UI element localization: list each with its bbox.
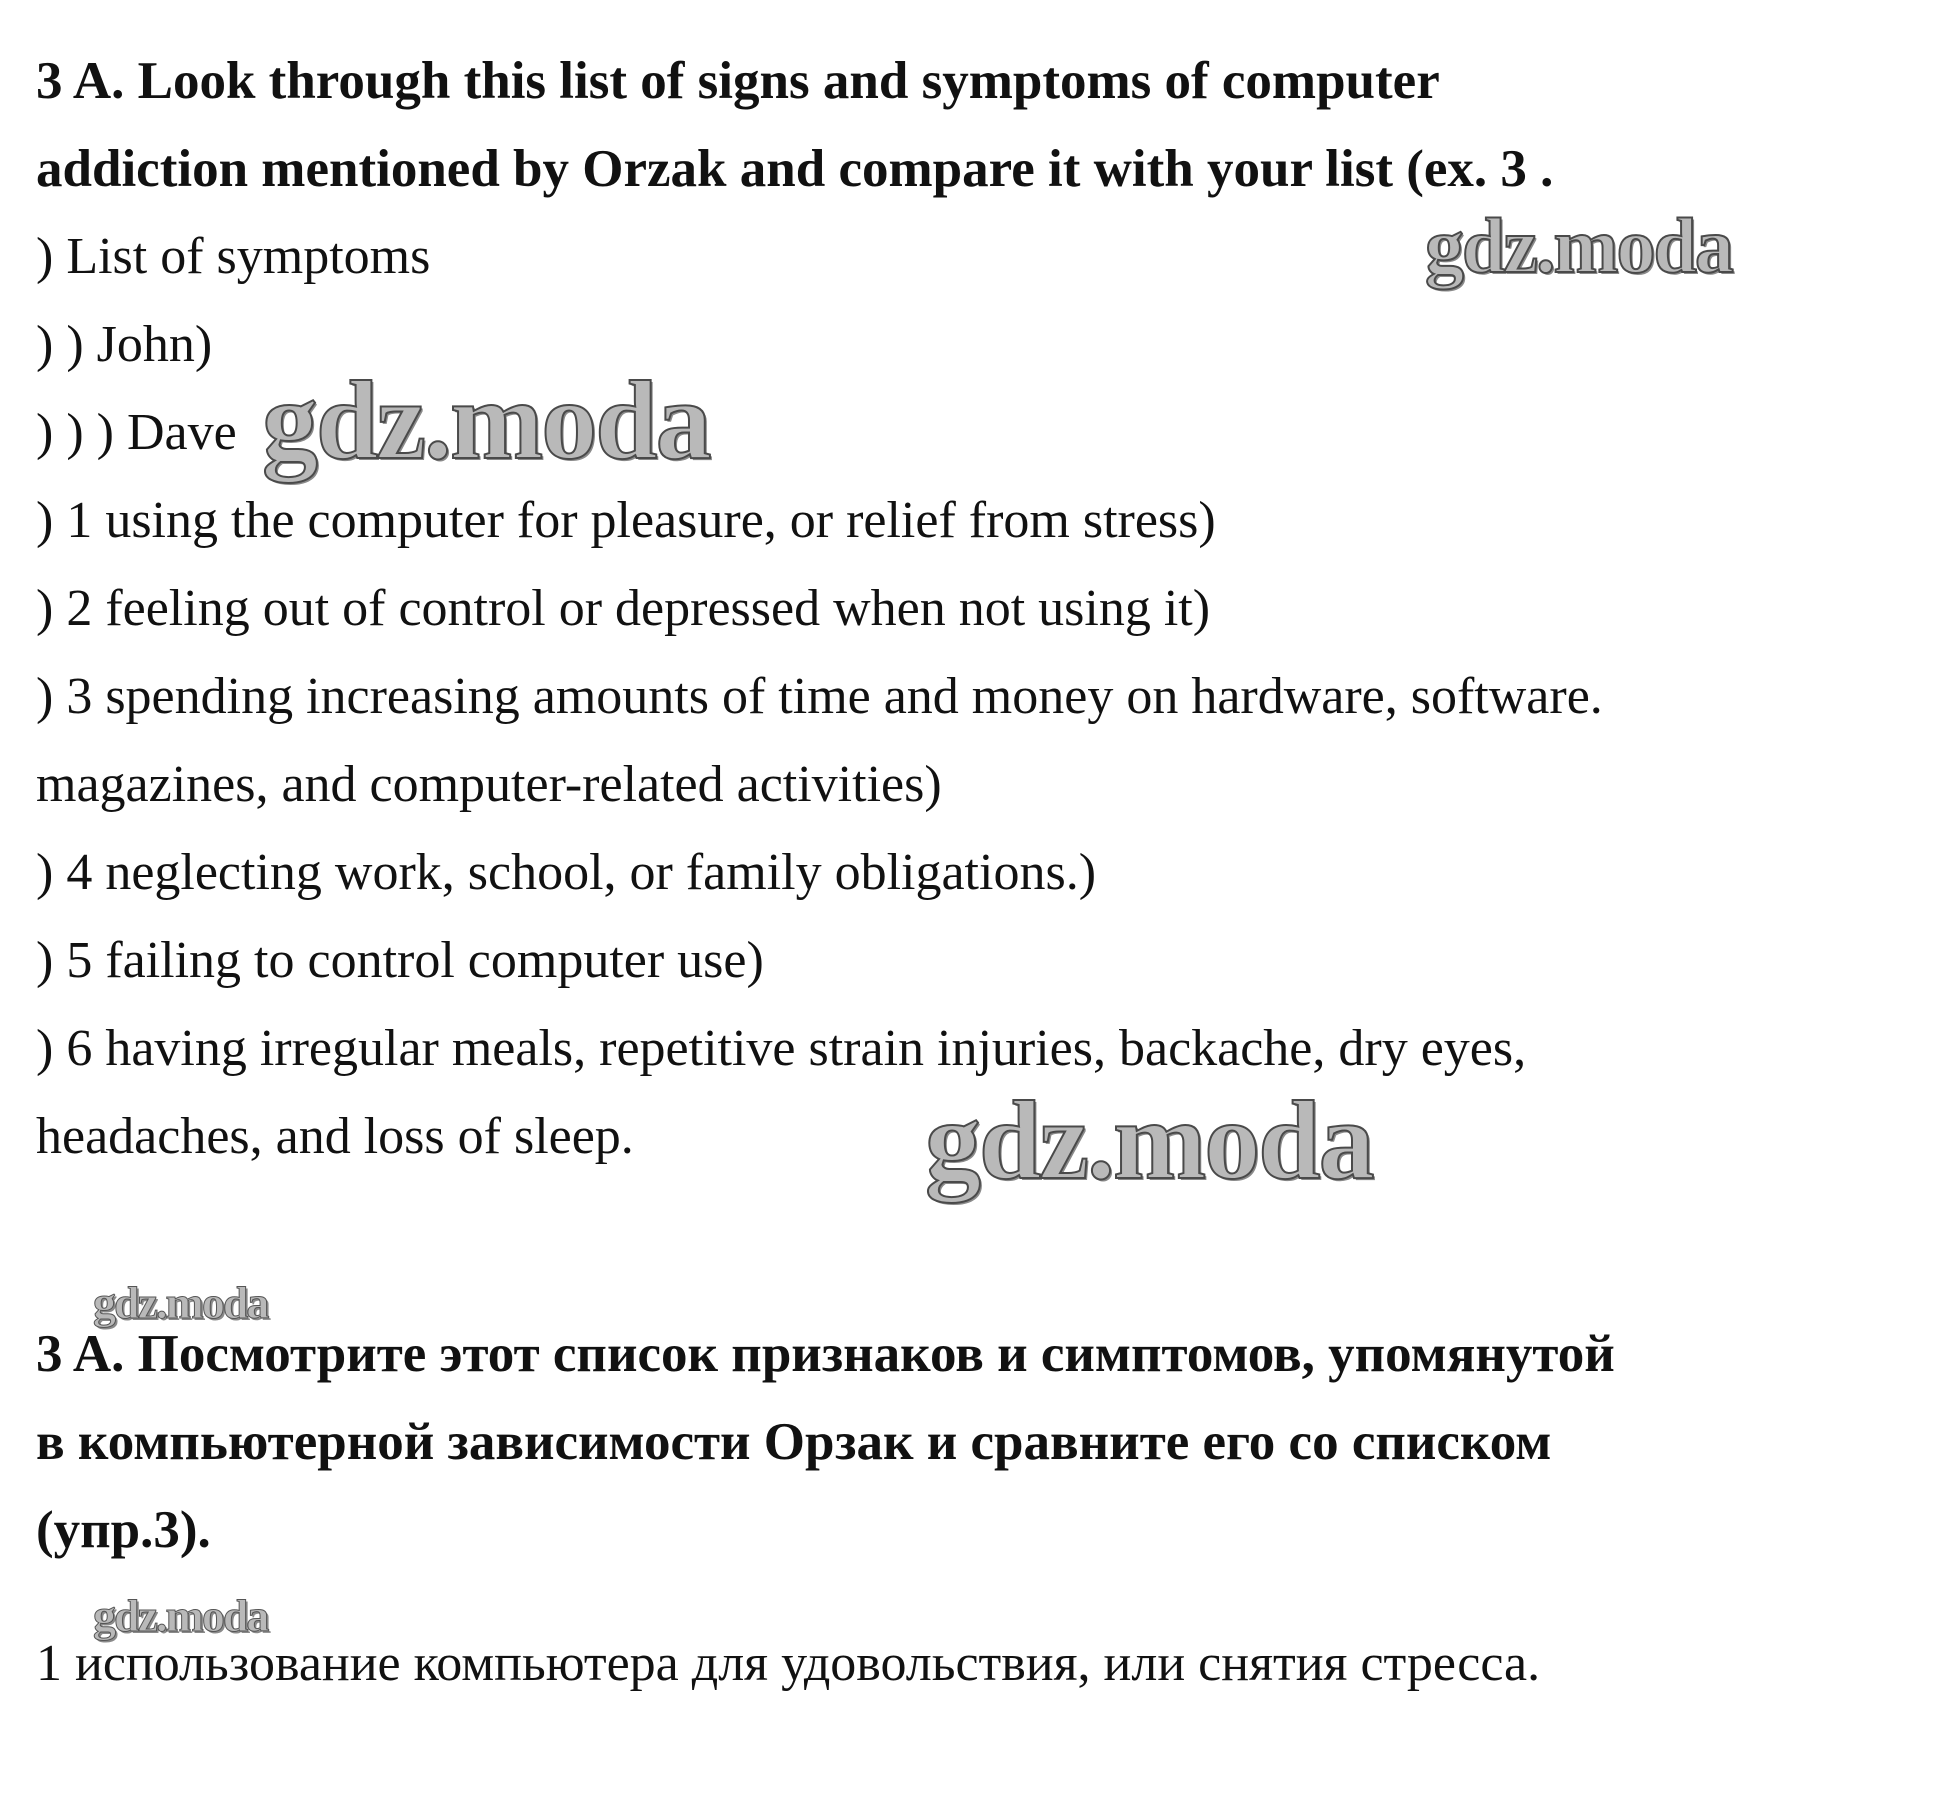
english-line-symptom-3-continued: magazines, and computer-related activities)	[36, 756, 942, 813]
russian-heading-line-2: в компьютерной зависимости Орзак и сравните его со списком	[36, 1413, 1552, 1471]
english-line-symptom-6: ) 6 having irregular meals, repetitive strain injuries, backache, dry eyes,	[36, 1020, 1527, 1077]
english-line-dave: ) ) ) Dave	[36, 404, 237, 461]
russian-heading-line-1: 3 A. Посмотрите этот список признаков и симптомов, упомянутой	[36, 1325, 1615, 1383]
english-line-list-of-symptoms: ) List of symptoms	[36, 228, 431, 285]
watermark-top-right: gdz.moda	[1425, 202, 1732, 289]
russian-heading-line-3: (упр.3).	[36, 1501, 211, 1559]
english-line-symptom-5: ) 5 failing to control computer use)	[36, 932, 764, 989]
english-line-symptom-1: ) 1 using the computer for pleasure, or relief from stress)	[36, 492, 1216, 549]
russian-line-symptom-1: 1 использование компьютера для удовольствия, или снятия стресса.	[36, 1635, 1541, 1692]
english-line-john: ) ) John)	[36, 316, 213, 373]
english-line-symptom-3: ) 3 spending increasing amounts of time and money on hardware, software.	[36, 668, 1603, 725]
english-heading-line-2: addiction mentioned by Orzak and compare it with your list (ex. 3 .	[36, 140, 1554, 198]
watermark-small-2: gdz.moda	[93, 1590, 268, 1641]
watermark-middle: gdz.moda	[925, 1079, 1373, 1203]
english-line-symptom-2: ) 2 feeling out of control or depressed when not using it)	[36, 580, 1211, 637]
watermark-small-1: gdz.moda	[93, 1277, 268, 1328]
english-heading-line-1: 3 A. Look through this list of signs and symptoms of computer	[36, 52, 1440, 110]
english-line-symptom-6-continued: headaches, and loss of sleep.	[36, 1108, 634, 1165]
english-line-symptom-4: ) 4 neglecting work, school, or family obligations.)	[36, 844, 1097, 901]
watermark-upper-left: gdz.moda	[262, 359, 710, 483]
